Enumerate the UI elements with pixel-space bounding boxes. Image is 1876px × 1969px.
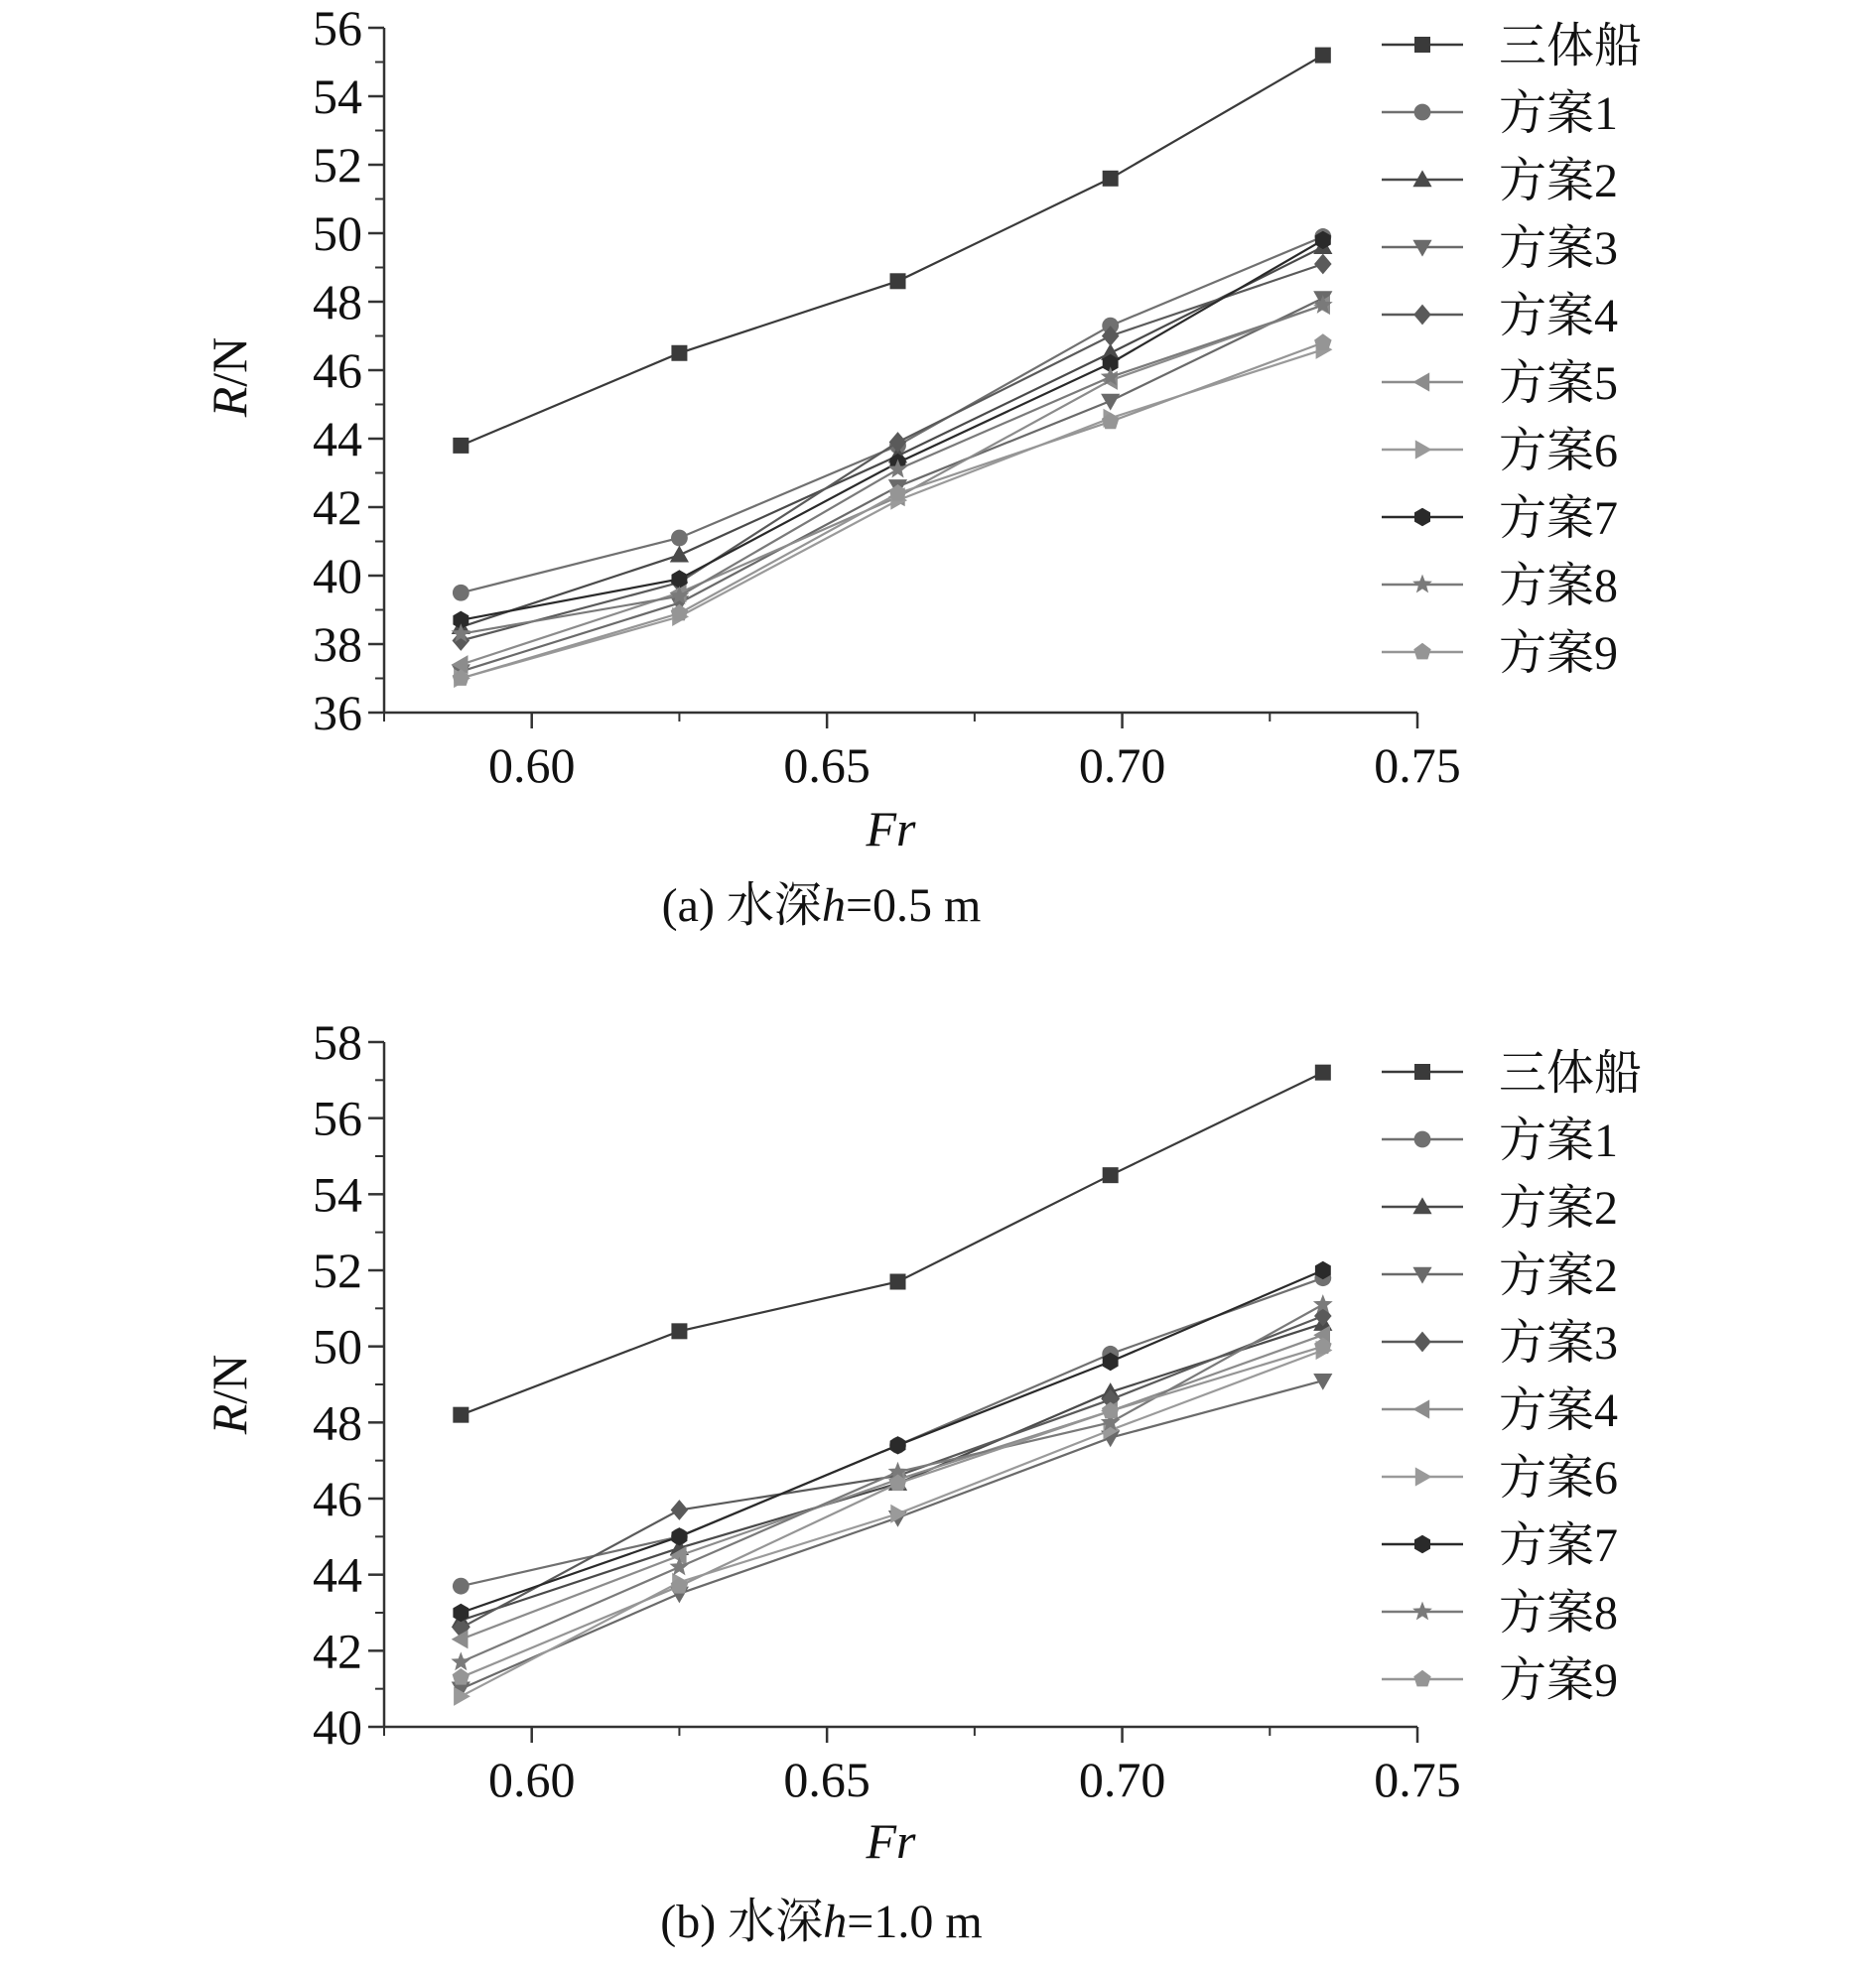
y-axis-title <box>201 337 257 419</box>
legend-label: 方案3 <box>1499 1317 1619 1370</box>
legend-label: 方案2 <box>1499 1249 1619 1302</box>
data-point <box>1315 1065 1331 1081</box>
data-point <box>890 273 906 289</box>
data-point <box>453 1578 469 1595</box>
legend-label: 方案8 <box>1499 1587 1619 1640</box>
legend-marker <box>1414 1131 1431 1148</box>
y-tick-label: 56 <box>313 1090 362 1146</box>
legend-label: 方案6 <box>1499 1452 1619 1505</box>
x-tick-label: 0.75 <box>1374 1752 1461 1807</box>
y-tick-label: 40 <box>313 1699 362 1755</box>
y-tick-label: 52 <box>313 1243 362 1298</box>
legend-label: 方案1 <box>1499 1115 1619 1167</box>
y-tick-label: 50 <box>313 1318 362 1375</box>
x-axis-title: Fr <box>866 1813 916 1869</box>
data-point <box>453 1407 469 1423</box>
data-point <box>890 1274 906 1290</box>
caption-var: h <box>821 879 846 932</box>
y-tick-label: 42 <box>313 479 362 535</box>
caption-prefix: (a) 水深 <box>661 879 822 932</box>
x-tick-label: 0.60 <box>487 1752 576 1807</box>
legend-label: 三体船 <box>1499 1047 1643 1100</box>
y-tick-label: 44 <box>313 411 362 466</box>
legend-label: 方案2 <box>1499 155 1619 207</box>
y-axis-title <box>201 1355 257 1436</box>
caption-prefix: (b) 水深 <box>660 1896 824 1948</box>
y-tick-label: 52 <box>313 137 362 193</box>
y-tick-label: 50 <box>313 205 362 261</box>
data-point <box>1103 1167 1119 1183</box>
x-tick-label: 0.70 <box>1078 737 1166 793</box>
data-point <box>671 345 687 361</box>
y-axis-title-unit: /N <box>201 336 257 387</box>
legend-label: 方案9 <box>1499 1654 1619 1707</box>
legend-label: 三体船 <box>1499 20 1643 72</box>
y-tick-label: 56 <box>313 0 362 56</box>
y-axis-title-unit: /N <box>201 1354 257 1404</box>
y-tick-label: 42 <box>313 1623 362 1679</box>
data-point <box>453 438 469 454</box>
legend-label: 方案4 <box>1499 290 1619 342</box>
legend-label: 方案7 <box>1499 492 1619 545</box>
data-point <box>1103 171 1119 187</box>
caption-suffix: =0.5 m <box>845 879 982 932</box>
legend-label: 方案7 <box>1499 1519 1619 1572</box>
legend-label: 方案5 <box>1499 357 1619 410</box>
y-tick-label: 54 <box>313 1166 362 1223</box>
y-tick-label: 58 <box>313 1014 362 1070</box>
y-tick-label: 48 <box>313 274 362 329</box>
x-axis-title: Fr <box>866 801 916 856</box>
legend-marker <box>1414 104 1431 121</box>
y-tick-label: 48 <box>313 1394 362 1451</box>
legend-label: 方案1 <box>1499 87 1619 140</box>
legend-label: 方案6 <box>1499 425 1619 477</box>
y-tick-label: 40 <box>313 548 362 603</box>
y-tick-label: 46 <box>313 1471 362 1526</box>
chart-caption <box>662 879 982 932</box>
legend-label: 方案2 <box>1499 1182 1619 1235</box>
x-tick-label: 0.65 <box>783 737 871 793</box>
y-tick-label: 46 <box>313 342 362 398</box>
legend-marker <box>1414 1064 1430 1080</box>
caption-var: h <box>823 1896 848 1948</box>
chart-caption <box>660 1896 982 1948</box>
x-tick-label: 0.75 <box>1374 737 1461 793</box>
legend-label: 方案9 <box>1499 627 1619 680</box>
caption-suffix: =1.0 m <box>847 1896 983 1948</box>
x-tick-label: 0.70 <box>1078 1752 1166 1807</box>
y-tick-label: 44 <box>313 1546 362 1603</box>
y-tick-label: 38 <box>313 616 362 672</box>
y-tick-label: 36 <box>313 685 362 740</box>
legend-label: 方案8 <box>1499 560 1619 612</box>
x-tick-label: 0.60 <box>487 737 576 793</box>
y-tick-label: 54 <box>313 68 362 124</box>
legend-label: 方案4 <box>1499 1384 1619 1437</box>
y-axis-title-var: R <box>201 1403 257 1435</box>
data-point <box>671 1323 687 1339</box>
legend-marker <box>1414 37 1430 53</box>
data-point <box>453 585 469 601</box>
data-point <box>671 530 688 547</box>
data-point <box>1315 48 1331 64</box>
legend-label: 方案3 <box>1499 222 1619 275</box>
x-tick-label: 0.65 <box>783 1752 871 1807</box>
y-axis-title-var: R <box>201 386 257 418</box>
